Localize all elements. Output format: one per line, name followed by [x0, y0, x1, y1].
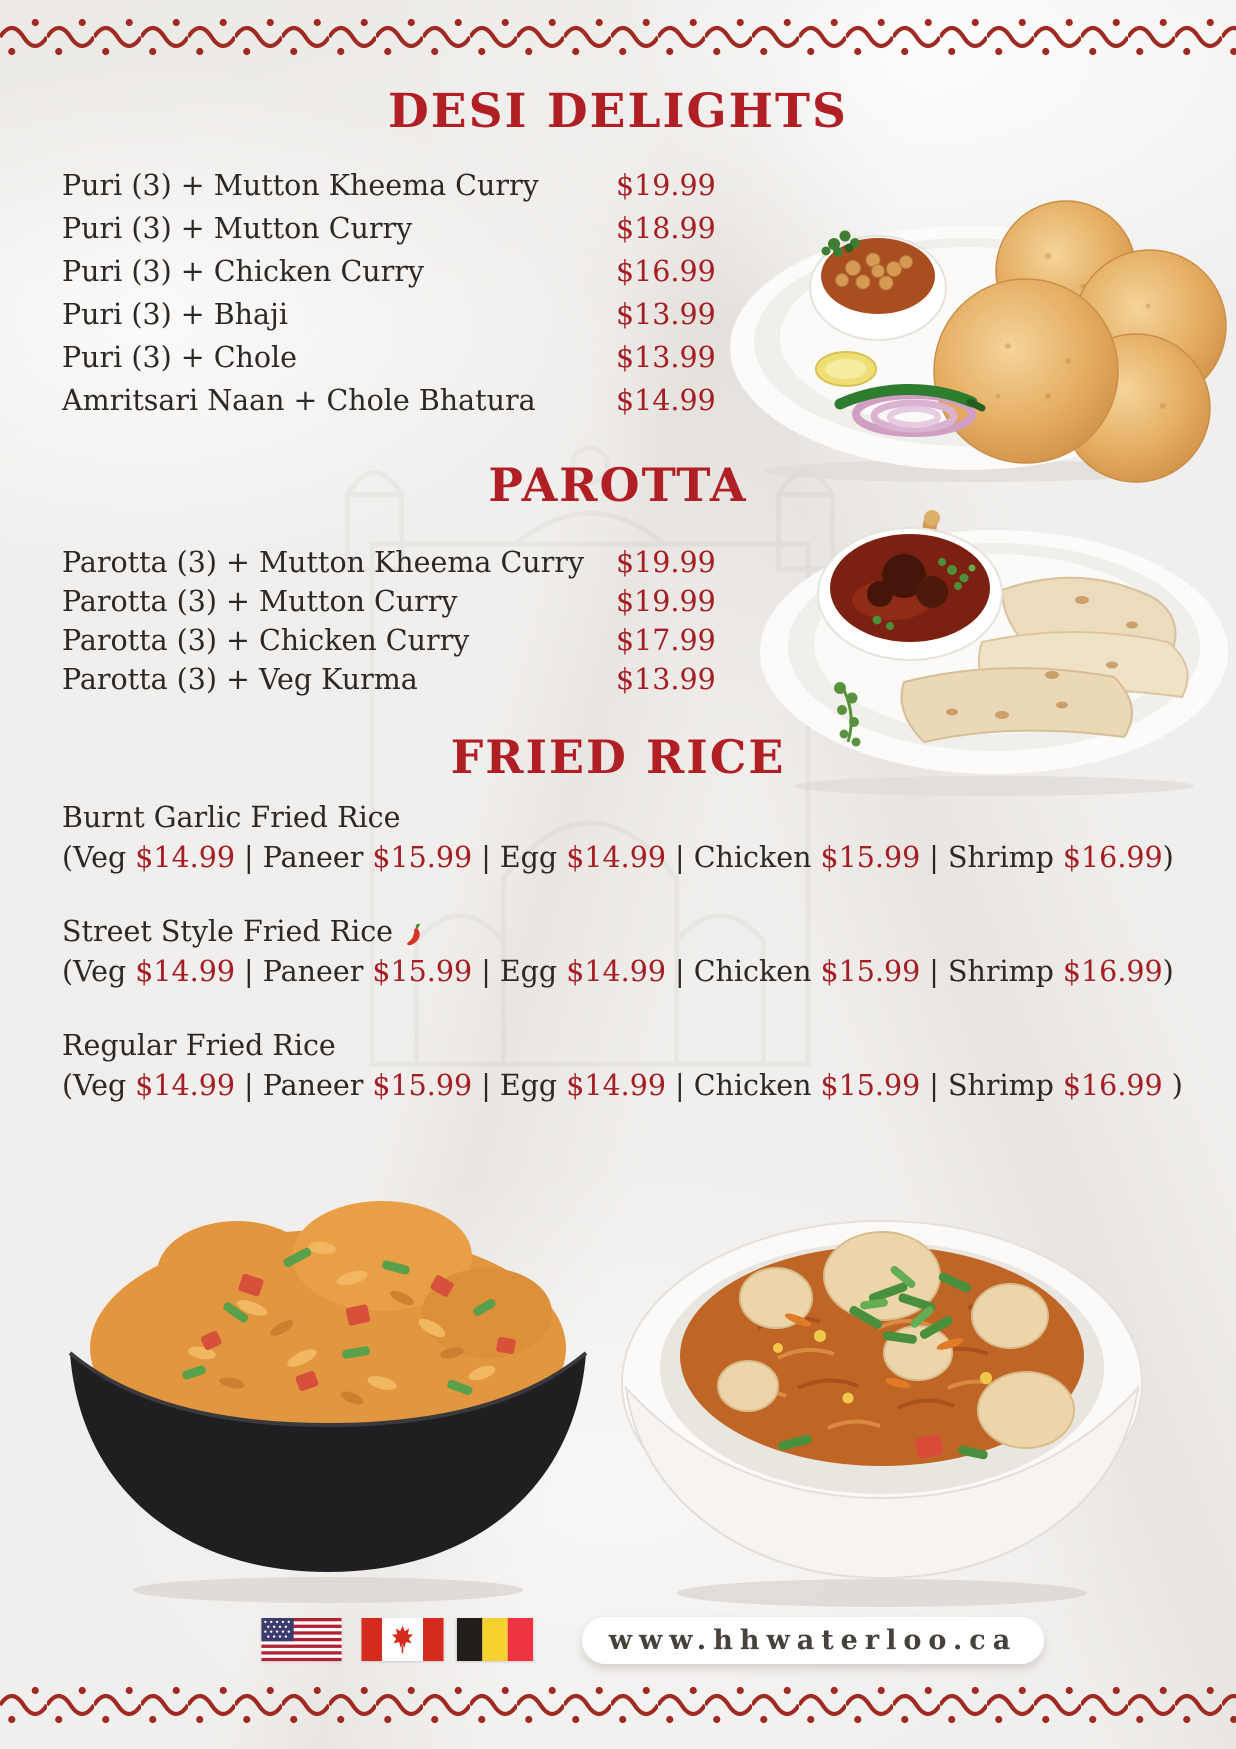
desi-delights-item-list: [62, 164, 822, 422]
item-name: Puri (3) + Bhaji: [62, 298, 288, 331]
variant-price: $15.99: [820, 841, 921, 874]
chicken-fried-rice-photo: [598, 1148, 1166, 1613]
item-name: Amritsari Naan + Chole Bhatura: [62, 384, 536, 417]
section-title-parotta: PAROTTA: [488, 458, 748, 512]
variant-price: $15.99: [820, 955, 921, 988]
item-price: $13.99: [616, 298, 716, 331]
section-title-desi-delights: DESI DELIGHTS: [388, 84, 848, 139]
variant-price: $16.99: [1062, 841, 1163, 874]
item-name: Parotta (3) + Chicken Curry: [62, 624, 470, 657]
chili-icon: [403, 922, 424, 947]
variant-price: $15.99: [372, 1069, 473, 1102]
variant-price: $15.99: [372, 955, 473, 988]
veg-fried-rice-photo: [52, 1158, 604, 1610]
fried-rice-item: [62, 912, 1174, 992]
website-url: www.hhwaterloo.ca: [608, 1625, 1018, 1656]
item-name: Parotta (3) + Veg Kurma: [62, 663, 418, 696]
fried-rice-item: [62, 1026, 1183, 1106]
variant-price: $14.99: [566, 1069, 666, 1102]
variant-price: $15.99: [820, 1069, 921, 1102]
menu-item-row: [62, 660, 822, 699]
belgium-flag: [456, 1618, 534, 1661]
menu-item-row: [62, 621, 822, 660]
item-price: $16.99: [616, 255, 716, 288]
item-price: $19.99: [616, 585, 716, 618]
menu-item-row: [62, 543, 822, 582]
item-name: Parotta (3) + Mutton Kheema Curry: [62, 546, 584, 579]
variant-price: $14.99: [566, 955, 666, 988]
variant-price: $16.99: [1062, 1069, 1163, 1102]
menu-item-row: [62, 379, 822, 422]
item-price: $13.99: [616, 663, 716, 696]
website-pill[interactable]: [582, 1617, 1044, 1664]
item-price: $18.99: [616, 212, 716, 245]
item-name: Parotta (3) + Mutton Curry: [62, 585, 458, 618]
variant-price: $14.99: [135, 955, 235, 988]
variant-price: $14.99: [135, 841, 235, 874]
item-price: $19.99: [616, 546, 716, 579]
variant-price-line: (Veg $14.99 | Paneer $15.99 | Egg $14.99 | Chicken $15.99 | Shrimp $16.99 ): [62, 1069, 1183, 1102]
variant-price-line: (Veg $14.99 | Paneer $15.99 | Egg $14.99 | Chicken $15.99 | Shrimp $16.99): [62, 841, 1174, 874]
menu-item-row: [62, 336, 822, 379]
fried-rice-item: [62, 798, 1174, 878]
menu-item-row: [62, 164, 822, 207]
item-name: Puri (3) + Chicken Curry: [62, 255, 424, 288]
canada-flag: [361, 1618, 444, 1661]
variant-price: $14.99: [566, 841, 666, 874]
item-price: $14.99: [616, 384, 716, 417]
parotta-item-list: [62, 543, 822, 699]
usa-flag: [261, 1618, 342, 1661]
menu-item-row: [62, 293, 822, 336]
item-price: $19.99: [616, 169, 716, 202]
variant-price-line: (Veg $14.99 | Paneer $15.99 | Egg $14.99 | Chicken $15.99 | Shrimp $16.99): [62, 955, 1174, 988]
item-name: Regular Fried Rice: [62, 1029, 336, 1062]
menu-item-row: [62, 582, 822, 621]
puri-chole-photo: [718, 156, 1236, 486]
menu-item-row: [62, 207, 822, 250]
item-name: Puri (3) + Chole: [62, 341, 297, 374]
item-name: Puri (3) + Mutton Kheema Curry: [62, 169, 539, 202]
item-price: $17.99: [616, 624, 716, 657]
item-name: Puri (3) + Mutton Curry: [62, 212, 413, 245]
decorative-wave-border-bottom: [0, 1684, 1236, 1726]
variant-price: $15.99: [372, 841, 473, 874]
item-name: Burnt Garlic Fried Rice: [62, 801, 401, 834]
item-price: $13.99: [616, 341, 716, 374]
decorative-wave-border-top: [0, 16, 1236, 58]
variant-price: $16.99: [1062, 955, 1163, 988]
menu-item-row: [62, 250, 822, 293]
fried-rice-item-list: [62, 798, 1183, 1140]
section-title-fried-rice: FRIED RICE: [450, 730, 786, 784]
variant-price: $14.99: [135, 1069, 235, 1102]
item-name: Street Style Fried Rice: [62, 912, 1112, 952]
